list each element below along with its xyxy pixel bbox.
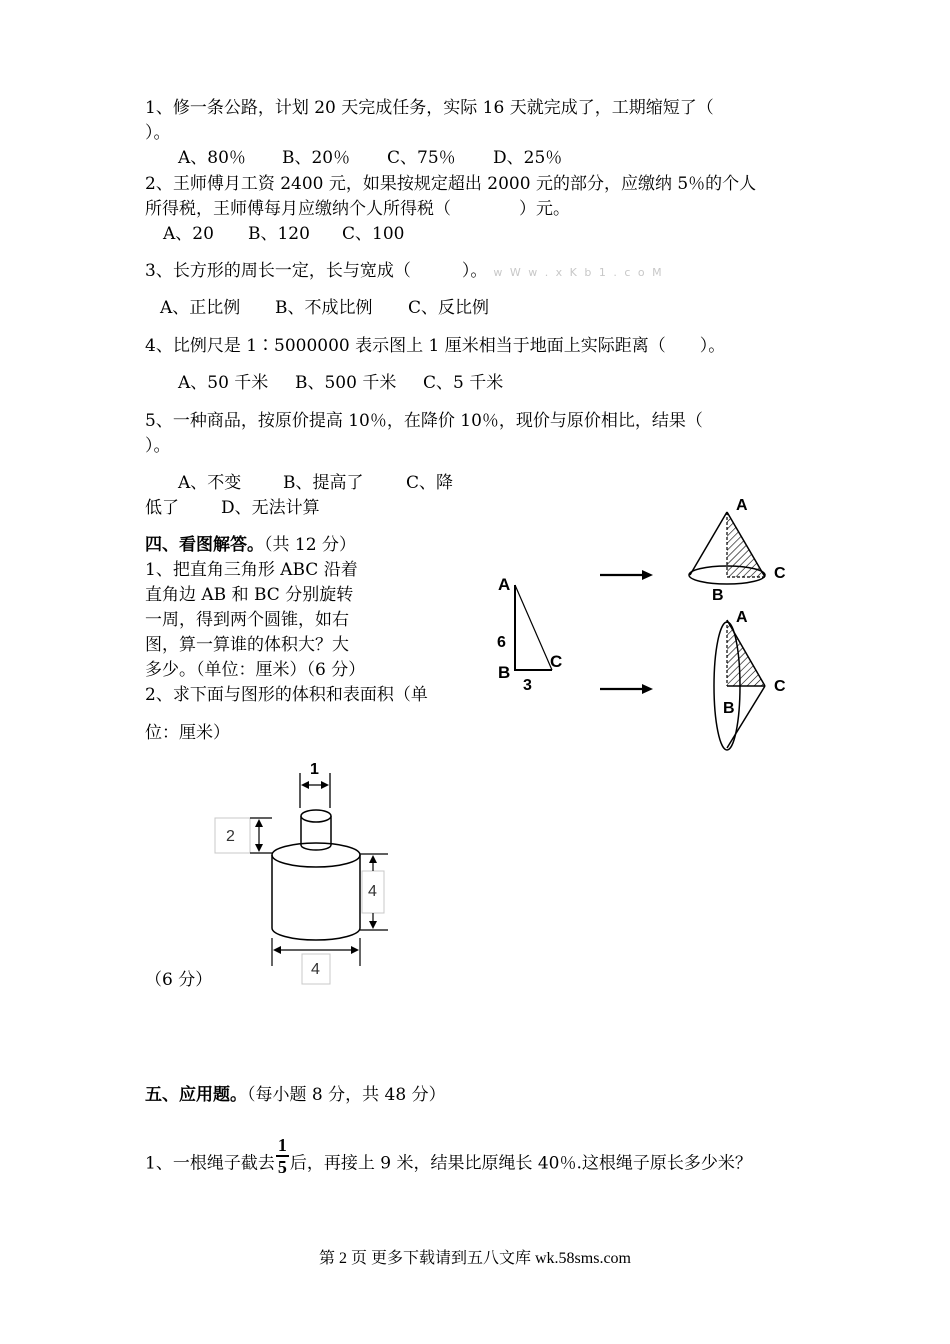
cone2-label-a: A bbox=[736, 609, 748, 626]
q2-text-a: 2、王师傅月工资 2400 元，如果按规定超出 2000 元的部分，应缴纳 5％的个人 bbox=[145, 174, 757, 194]
section4-score: （共 12 分） bbox=[264, 535, 356, 555]
rotation-figure bbox=[490, 490, 810, 755]
cone-around-bc bbox=[714, 609, 786, 750]
arrow-right-icon bbox=[600, 570, 653, 580]
triangle-label-c: C bbox=[550, 652, 563, 671]
s4-p1-line5: 多少。（单位：厘米）（6 分） bbox=[145, 660, 366, 680]
q2-option-c: C、100 bbox=[342, 224, 405, 244]
s4-p2-score: （6 分） bbox=[145, 970, 213, 990]
q1-option-c: C、75％ bbox=[387, 148, 456, 168]
q2-option-b: B、120 bbox=[248, 224, 310, 244]
cone1-label-c: C bbox=[774, 565, 786, 582]
s4-p1-line4: 图，算一算谁的体积大？大 bbox=[145, 635, 349, 655]
q4-option-a: A、50 千米 bbox=[178, 373, 269, 393]
section4-heading bbox=[145, 533, 356, 557]
q3-option-a: A、正比例 bbox=[160, 298, 241, 318]
cone1-label-b: B bbox=[712, 587, 724, 604]
s5-q1-after: 后，再接上 9 米，结果比原绳长 40％.这根绳子原长多少米？ bbox=[289, 1153, 752, 1174]
section5-score: （每小题 8 分，共 48 分） bbox=[247, 1085, 446, 1105]
dim-top-diameter: 1 bbox=[310, 761, 319, 778]
q5-option-d: D、无法计算 bbox=[221, 498, 320, 518]
q5-text-b: ）。 bbox=[145, 436, 171, 456]
q5-options-line2 bbox=[145, 496, 320, 520]
q5-text-a: 5、一种商品，按原价提高 10％，在降价 10％，现价与原价相比，结果（ bbox=[145, 411, 703, 431]
q2-options bbox=[163, 222, 404, 246]
q1-option-b: B、20％ bbox=[282, 148, 351, 168]
dim-body-height: 4 bbox=[368, 883, 377, 900]
section4-title: 四、看图解答。 bbox=[145, 535, 264, 555]
q3-option-b: B、不成比例 bbox=[275, 298, 373, 318]
cone2-label-c: C bbox=[774, 678, 786, 695]
s4-p1-line1: 1、把直角三角形 ABC 沿着 bbox=[145, 560, 358, 580]
cylinder-figure bbox=[210, 758, 400, 988]
q5-option-c-cont: 低了 bbox=[145, 498, 179, 518]
fraction-numerator: 1 bbox=[277, 1135, 287, 1155]
s4-p1-line3: 一周，得到两个圆锥，如右 bbox=[145, 610, 349, 630]
q1-option-a: A、80％ bbox=[178, 148, 246, 168]
s5-q1-before: 1、一根绳子截去 bbox=[145, 1153, 275, 1174]
q1-text-b: ）。 bbox=[145, 123, 171, 143]
s5-q1 bbox=[145, 1135, 752, 1185]
fraction-one-fifth bbox=[276, 1135, 289, 1177]
page-footer: 第 2 页 更多下载请到五八文库 wk.58sms.com bbox=[318, 1250, 631, 1267]
cone1-label-a: A bbox=[736, 497, 748, 514]
q1-options bbox=[178, 146, 562, 170]
dim-body-diameter: 4 bbox=[311, 961, 320, 978]
fraction-denominator: 5 bbox=[277, 1157, 287, 1177]
section5-heading bbox=[145, 1083, 446, 1107]
q2-option-a: A、20 bbox=[163, 224, 214, 244]
section5-title: 五、应用题。 bbox=[145, 1085, 247, 1105]
q5-option-c: C、降 bbox=[406, 473, 454, 493]
q5-option-b: B、提高了 bbox=[283, 473, 364, 493]
watermark-text: w W w . x K b 1 . c o M bbox=[493, 266, 664, 279]
triangle-label-a: A bbox=[498, 575, 511, 594]
q5-options-line1 bbox=[178, 471, 453, 495]
q4-option-c: C、5 千米 bbox=[423, 373, 504, 393]
triangle-label-b: B bbox=[498, 663, 511, 682]
q1-text-a: 1、修一条公路，计划 20 天完成任务，实际 16 天就完成了，工期缩短了（ bbox=[145, 98, 714, 118]
cone-around-ab bbox=[689, 497, 786, 604]
triangle-side-bc: 3 bbox=[523, 677, 532, 694]
q3-options bbox=[160, 296, 489, 320]
cone2-label-b: B bbox=[723, 700, 735, 717]
s4-p2-line2: 位：厘米） bbox=[145, 723, 230, 743]
q4-text: 4、比例尺是 1∶5000000 表示图上 1 厘米相当于地面上实际距离（ ）。 bbox=[145, 336, 726, 356]
s4-p1-line2: 直角边 AB 和 BC 分别旋转 bbox=[145, 585, 354, 605]
q5-option-a: A、不变 bbox=[178, 473, 242, 493]
arrow-right-icon bbox=[600, 684, 653, 694]
dim-top-height: 2 bbox=[226, 828, 235, 845]
q4-option-b: B、500 千米 bbox=[295, 373, 397, 393]
q4-options bbox=[178, 371, 503, 395]
right-triangle bbox=[497, 575, 562, 694]
q3-option-c: C、反比例 bbox=[408, 298, 490, 318]
triangle-side-ab: 6 bbox=[497, 634, 506, 651]
s4-p2-line1: 2、求下面与图形的体积和表面积（单 bbox=[145, 685, 428, 705]
q3-line bbox=[145, 259, 664, 285]
q2-text-b: 所得税，王师傅每月应缴纳个人所得税（ ）元。 bbox=[145, 199, 570, 219]
q3-text: 3、长方形的周长一定，长与宽成（ ）。 bbox=[145, 261, 488, 281]
q1-option-d: D、25％ bbox=[493, 148, 563, 168]
